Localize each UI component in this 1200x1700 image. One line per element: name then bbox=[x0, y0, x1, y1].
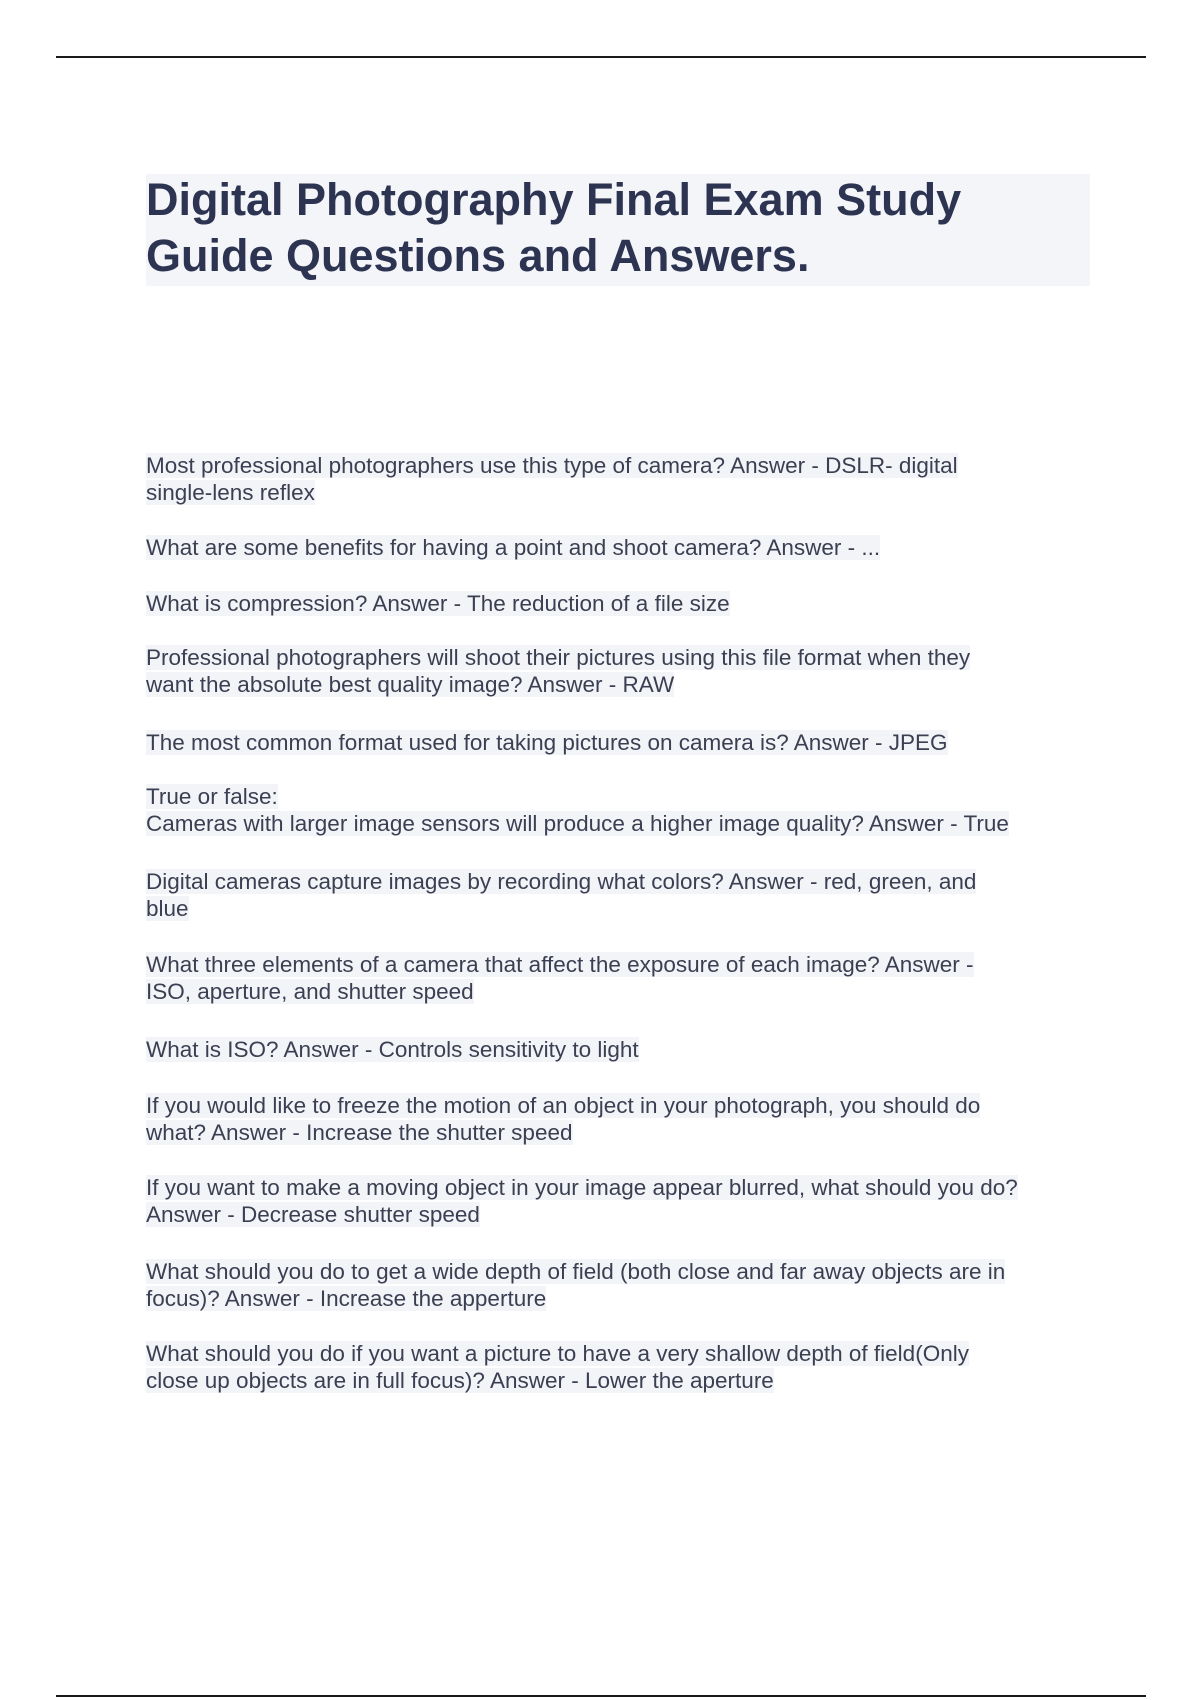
qa-text: True or false: Cameras with larger image sensors will produce a higher image quality? Answer - True bbox=[146, 784, 1009, 836]
qa-item bbox=[146, 783, 1009, 837]
qa-text: What is ISO? Answer - Controls sensitivity to light bbox=[146, 1037, 639, 1062]
qa-item bbox=[146, 452, 958, 506]
qa-text: Professional photographers will shoot their pictures using this file format when they want the absolute best quality image? Answer - RAW bbox=[146, 645, 971, 697]
qa-item bbox=[146, 590, 730, 617]
qa-text: What should you do to get a wide depth of field (both close and far away objects are in focus)? Answer - Increase the apperture bbox=[146, 1259, 1006, 1311]
qa-text: If you want to make a moving object in your image appear blurred, what should you do? Answer - Decrease shutter speed bbox=[146, 1175, 1018, 1227]
qa-text: What three elements of a camera that affect the exposure of each image? Answer - ISO, aperture, and shutter speed bbox=[146, 952, 974, 1004]
qa-item bbox=[146, 1258, 1005, 1312]
top-rule bbox=[56, 56, 1146, 58]
qa-item bbox=[146, 534, 880, 561]
document-title: Digital Photography Final Exam Study Guide Questions and Answers. bbox=[146, 174, 962, 281]
qa-text: If you would like to freeze the motion of an object in your photograph, you should do what? Answer - Increase the shutter speed bbox=[146, 1093, 981, 1145]
qa-item bbox=[146, 1340, 969, 1394]
qa-text: What are some benefits for having a point and shoot camera? Answer - ... bbox=[146, 535, 881, 560]
qa-item bbox=[146, 868, 976, 922]
qa-text: What should you do if you want a picture to have a very shallow depth of field(Only close up objects are in full focus)? Answer - Lower the aperture bbox=[146, 1341, 969, 1393]
qa-text: The most common format used for taking pictures on camera is? Answer - JPEG bbox=[146, 730, 948, 755]
qa-item bbox=[146, 1036, 639, 1063]
qa-item bbox=[146, 729, 948, 756]
qa-item bbox=[146, 1174, 1018, 1228]
qa-text: What is compression? Answer - The reduction of a file size bbox=[146, 591, 730, 616]
qa-item bbox=[146, 644, 970, 698]
qa-text: Most professional photographers use this type of camera? Answer - DSLR- digital single-lens reflex bbox=[146, 453, 958, 505]
qa-item bbox=[146, 1092, 980, 1146]
qa-item bbox=[146, 951, 974, 1005]
qa-text: Digital cameras capture images by recording what colors? Answer - red, green, and blue bbox=[146, 869, 977, 921]
bottom-rule bbox=[56, 1695, 1146, 1697]
